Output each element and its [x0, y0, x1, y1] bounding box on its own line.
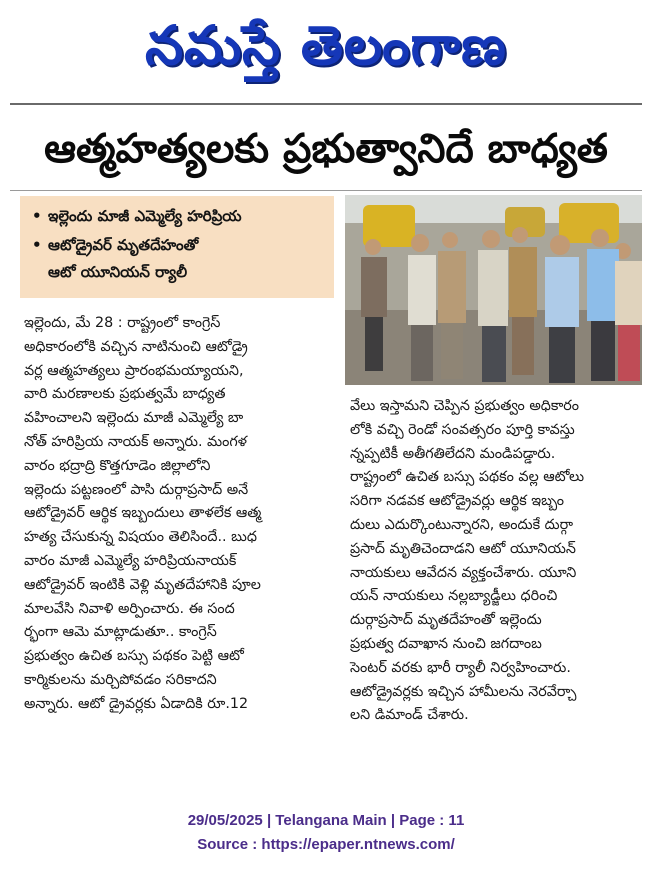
body-line: సెంటర్ వరకు భారీ ర్యాలీ నిర్వహించారు. — [350, 659, 571, 676]
body-line: వర్ల ఆత్మహత్యలు ప్రారంభమయ్యాయని, — [24, 362, 244, 379]
body-line: దుర్గాప్రసాద్ మృతదేహంతో ఇల్లెందు — [350, 612, 542, 629]
body-line: వేలు ఇస్తామని చెప్పిన ప్రభుత్వం అధికారం — [350, 398, 579, 414]
body-line: ఆటోడ్రైవర్ ఇంటికి వెళ్లి మృతదేహానికి పూల — [24, 576, 261, 593]
article-body-right-column — [350, 395, 645, 728]
footer-source-link[interactable]: Source : https://epaper.ntnews.com/ — [197, 836, 455, 853]
body-line: నోత్ హరిప్రియ నాయక్ అన్నారు. మంగళ — [24, 433, 247, 450]
body-line: ర్భంగా ఆమె మాట్లాడుతూ.. కాంగ్రెస్ — [24, 624, 217, 641]
highlight-item: • ఇల్లెందు మాజీ ఎమ్మెల్యే హరిప్రియ — [32, 204, 242, 228]
article-body-left-column — [24, 312, 330, 717]
highlights-box — [20, 196, 334, 298]
top-rule — [10, 103, 642, 105]
body-line: రాష్ట్రంలో ఉచిత బస్సు పథకం వల్ల ఆటోలు — [350, 469, 585, 486]
body-line: ఆటోడ్రైవర్ ఆర్థిక ఇబ్బందులు తాళలేక ఆత్మ — [24, 505, 262, 522]
article-headline: ఆత్మహత్యలకు ప్రభుత్వానిదే బాధ్యత — [44, 126, 608, 172]
body-line: అన్నారు. ఆటో డ్రైవర్లకు ఏడాదికి రూ.12 — [24, 695, 249, 712]
body-line: ఇల్లెందు, మే 28 : రాష్ట్రంలో కాంగ్రెస్ — [24, 315, 221, 331]
highlight-item: • ఆటోడ్రైవర్ మృతదేహంతో — [32, 233, 198, 257]
headline-rule — [10, 190, 642, 191]
body-line: హత్య చేసుకున్న విషయం తెలిసిందే.. బుధ — [24, 529, 257, 546]
body-line: దులు ఎదుర్కొంటున్నారని, అందుకే దుర్గా — [350, 516, 574, 533]
body-line: యన్ నాయకులు నల్లబ్యాడ్జీలు ధరించి — [350, 588, 558, 605]
body-line: ప్రసాద్ మృతిచెందాడని ఆటో యూనియన్ — [350, 540, 576, 557]
body-line: మాలవేసి నివాళి అర్పించారు. ఈ సంద — [24, 600, 235, 617]
body-line: కార్మికులను మర్చిపోవడం సరికాదని — [24, 671, 217, 688]
body-line: ప్రభుత్వ దవాఖాన నుంచి జగదాంబ — [350, 635, 542, 652]
rally-photo-illustration — [345, 195, 642, 385]
body-line: లోకి వచ్చి రెండో సంవత్సరం పూర్తి కావస్తు — [350, 421, 575, 438]
body-line: లని డిమాండ్ చేశారు. — [350, 707, 469, 724]
newspaper-masthead: నమస్తే తెలంగాణ — [145, 14, 507, 77]
body-line: ప్రభుత్వం ఉచిత బస్సు పథకం పెట్టి ఆటో — [24, 648, 244, 665]
body-line: ఆటోడ్రైవర్లకు ఇచ్చిన హామీలను నెరవేర్చా — [350, 683, 577, 700]
body-line: వారం మాజీ ఎమ్మెల్యే హరిప్రియనాయక్ — [24, 552, 237, 569]
body-line: వారం భద్రాద్రి కొత్తగూడెం జిల్లాలోని — [24, 457, 211, 474]
body-line: అధికారంలోకి వచ్చిన నాటినుంచి ఆటోడ్రై — [24, 338, 248, 355]
body-line: న్నప్పటికీ అతీగతిలేదని మండిపడ్డారు. — [350, 445, 556, 462]
bullet-icon: • — [32, 207, 42, 225]
body-line: వారి మరణాలకు ప్రభుత్వమే బాధ్యత — [24, 386, 226, 403]
bullet-icon: • — [32, 236, 42, 254]
body-line: వహించాలని ఇల్లెందు మాజీ ఎమ్మెల్యే బా — [24, 410, 244, 427]
body-line: ఇల్లెందు పట్టణంలో పాసి దుర్గాప్రసాద్ అనే — [24, 481, 249, 498]
rally-photo — [345, 195, 642, 385]
body-line: నాయకులు ఆవేదన వ్యక్తంచేశారు. యూని — [350, 564, 577, 581]
body-line: సరిగా నడవక ఆటోడ్రైవర్లు ఆర్థిక ఇబ్బం — [350, 493, 565, 510]
highlight-item-continued: ఆటో యూనియన్ ర్యాలీ — [48, 263, 188, 281]
footer-date-line: 29/05/2025 | Telangana Main | Page : 11 — [187, 812, 465, 829]
